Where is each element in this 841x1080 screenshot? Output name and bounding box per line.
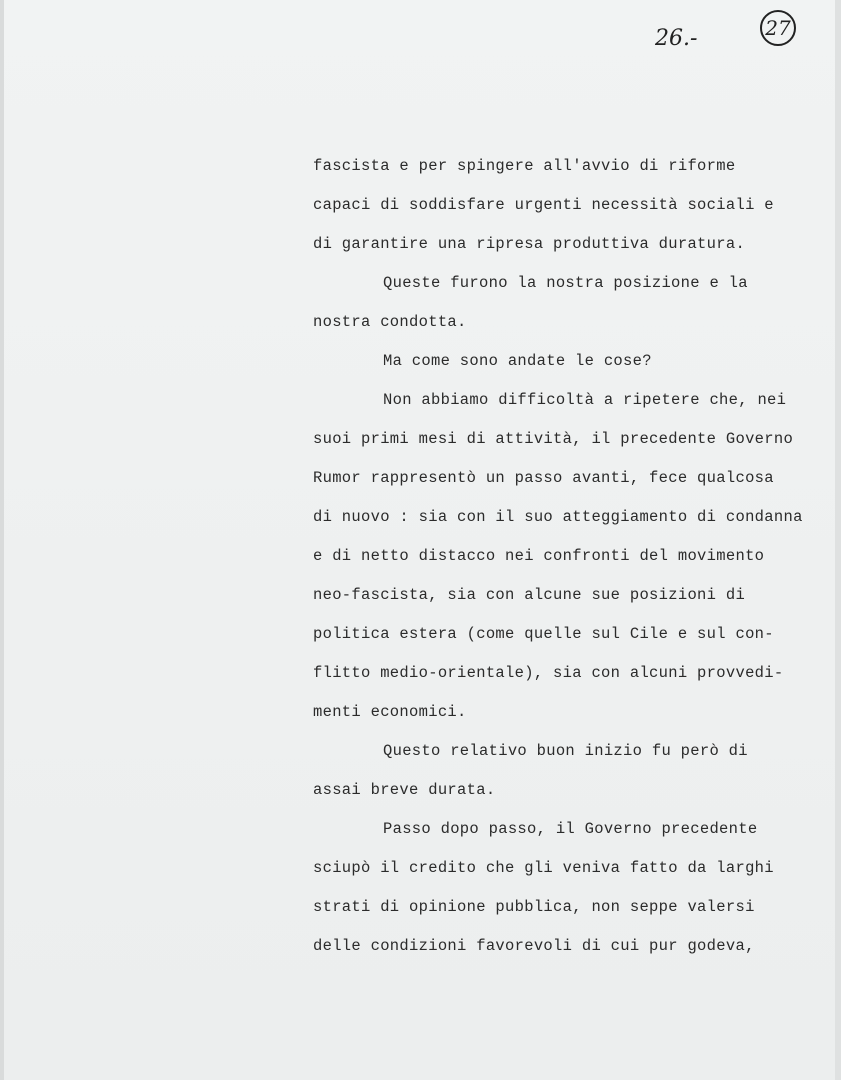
text-line: delle condizioni favorevoli di cui pur godeva,	[313, 937, 755, 955]
text-line: Ma come sono andate le cose?	[383, 352, 652, 370]
typewritten-body	[313, 152, 833, 971]
text-line: e di netto distacco nei confronti del movimento	[313, 547, 765, 565]
text-line: Questo relativo buon inizio fu però di	[383, 742, 748, 760]
text-line: menti economici.	[313, 703, 467, 721]
text-line: fascista e per spingere all'avvio di riforme	[313, 157, 736, 175]
circled-page-number: 27	[760, 10, 796, 46]
text-line: capaci di soddisfare urgenti necessità sociali e	[313, 196, 774, 214]
page-edge-right	[835, 0, 841, 1080]
text-line: politica estera (come quelle sul Cile e sul con-	[313, 625, 774, 643]
text-line: sciupò il credito che gli veniva fatto da larghi	[313, 859, 774, 877]
text-line: nostra condotta.	[313, 313, 467, 331]
text-line: Non abbiamo difficoltà a ripetere che, nei	[383, 391, 787, 409]
text-line: di garantire una ripresa produttiva duratura.	[313, 235, 746, 253]
text-line: Passo dopo passo, il Governo precedente	[383, 820, 758, 838]
text-line: Rumor rappresentò un passo avanti, fece qualcosa	[313, 469, 774, 487]
page-edge-left	[0, 0, 4, 1080]
text-line: strati di opinione pubblica, non seppe valersi	[313, 898, 755, 916]
text-line: di nuovo : sia con il suo atteggiamento di condanna	[313, 508, 803, 526]
text-line: neo-fascista, sia con alcune sue posizioni di	[313, 586, 746, 604]
handwritten-page-number: 26.-	[655, 26, 698, 51]
text-line: flitto medio-orientale), sia con alcuni provvedi-	[313, 664, 784, 682]
text-line: suoi primi mesi di attività, il precedente Governo	[313, 430, 794, 448]
text-line: Queste furono la nostra posizione e la	[383, 274, 748, 292]
text-line: assai breve durata.	[313, 781, 496, 799]
